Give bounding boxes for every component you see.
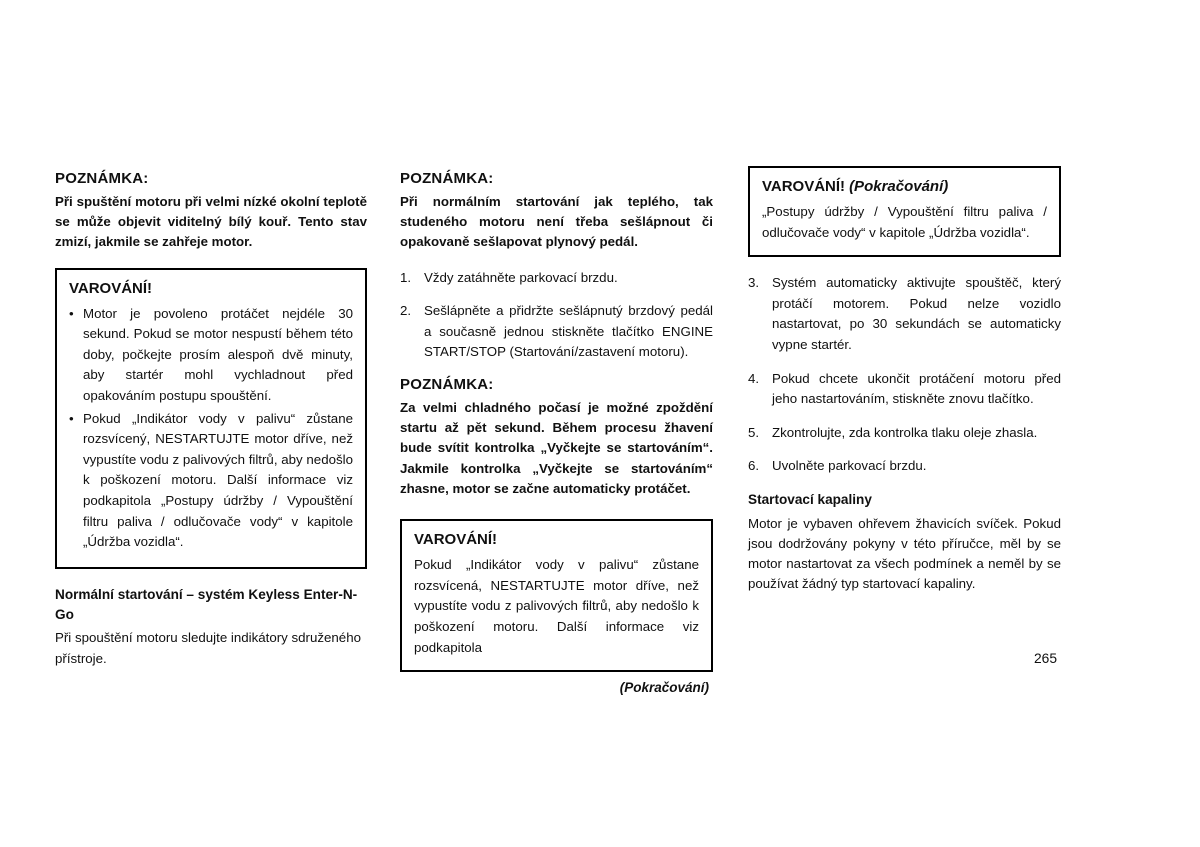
warning-box	[400, 519, 713, 672]
step-text: Pokud chcete ukončit protáčení motoru před jeho nastartováním, stiskněte znovu tlačítko.	[772, 370, 1061, 407]
warning-title-suffix: (Pokračování)	[849, 178, 949, 195]
section-body: Při spouštění motoru sledujte indikátory sdruženého přístroje.	[55, 630, 361, 666]
warning-title: VAROVÁNÍ!	[69, 279, 153, 297]
step-item	[748, 423, 1061, 444]
warning-box	[55, 268, 367, 569]
bullet-text: Motor je povoleno protáčet nejdéle 30 sekund. Pokud se motor nespustí během této doby, počkejte prosím alespoň dvě minuty, aby startér mohl vychladnout před opakováním postupu spouštění.	[83, 305, 353, 404]
step-text: Vždy zatáhněte parkovací brzdu.	[424, 269, 618, 285]
step-number: 3.	[748, 275, 760, 291]
step-item	[748, 456, 1061, 477]
bullet-item	[69, 304, 353, 407]
section-heading: Normální startování – systém Keyless Enter-N-Go	[55, 586, 358, 622]
note-title: POZNÁMKA:	[400, 170, 494, 187]
note-body: Při spuštění motoru při velmi nízké okolní teplotě se může objevit viditelný bílý kouř. Tento stav zmizí, jakmile se zahřeje motor.	[55, 194, 367, 250]
warning-body: „Postupy údržby / Vypouštění filtru paliva / odlučovače vody“ v kapitole „Údržba vozidla“.	[762, 204, 1047, 240]
warning-title	[762, 178, 1047, 195]
continuation-label: (Pokračování)	[619, 680, 709, 696]
section-body: Motor je vybaven ohřevem žhavicích svíček. Pokud jsou dodržovány pokyny v této příručce, měl by se motor nastartovat za všech podmínek a neměl by se používat žádný typ startovací kapaliny.	[748, 515, 1061, 592]
step-text: Uvolněte parkovací brzdu.	[772, 458, 927, 474]
step-number: 5.	[748, 424, 760, 440]
warning-title-text: VAROVÁNÍ!	[762, 178, 846, 195]
step-item	[400, 268, 713, 289]
step-text: Sešlápněte a přidržte sešlápnutý brzdový pedál a současně jednou stiskněte tlačítko ENGINE START/STOP (Startování/zastavení motoru).	[424, 303, 713, 360]
page-number: 265	[1034, 651, 1058, 666]
bullet-icon: •	[69, 305, 74, 321]
step-item	[748, 369, 1061, 410]
step-item	[400, 301, 713, 363]
note-body: Při normálním startování jak teplého, tak studeného motoru není třeba sešlápnout či opakovaně sešlapovat plynový pedál.	[400, 194, 713, 250]
step-number: 4.	[748, 370, 760, 386]
step-number: 6.	[748, 458, 760, 474]
step-number: 1.	[400, 269, 412, 285]
section-heading: Startovací kapaliny	[748, 492, 872, 508]
left-column	[55, 170, 367, 669]
note-title: POZNÁMKA:	[400, 376, 494, 394]
bullet-icon: •	[69, 410, 74, 426]
right-column	[748, 166, 1061, 595]
step-item	[748, 273, 1061, 355]
middle-column	[400, 170, 713, 695]
bullet-item	[69, 409, 353, 553]
warning-continuation-box	[748, 166, 1061, 257]
warning-body: Pokud „Indikátor vody v palivu“ zůstane rozsvícená, NESTARTUJTE motor dříve, než vypustíte vodu z palivových filtrů, aby nedošlo k poškození motoru. Další informace viz podkapitola	[414, 557, 699, 655]
step-text: Zkontrolujte, zda kontrolka tlaku oleje zhasla.	[772, 424, 1038, 440]
warning-title: VAROVÁNÍ!	[414, 531, 498, 549]
bullet-text: Pokud „Indikátor vody v palivu“ zůstane rozsvícený, NESTARTUJTE motor dříve, než vypustíte vodu z palivových filtrů, aby nedošlo k poškození motoru. Další informace viz podkapitola „Postupy údržby / Vypouštění filtru paliva / odlučovače vody“ v kapitole „Údržba vozidla“.	[83, 410, 353, 550]
note-body: Za velmi chladného počasí je možné zpoždění startu až pět sekund. Během procesu žhavení bude svítit kontrolka „Vyčkejte se startováním“. Jakmile kontrolka „Vyčkejte se startováním“ zhasne, motor se začne automaticky protáčet.	[400, 400, 713, 496]
note-title: POZNÁMKA:	[55, 170, 149, 187]
step-text: Systém automaticky aktivujte spouštěč, který protáčí motorem. Pokud nelze vozidlo nastartovat, po 30 sekundách se automaticky vypne startér.	[772, 275, 1061, 353]
step-number: 2.	[400, 303, 412, 319]
